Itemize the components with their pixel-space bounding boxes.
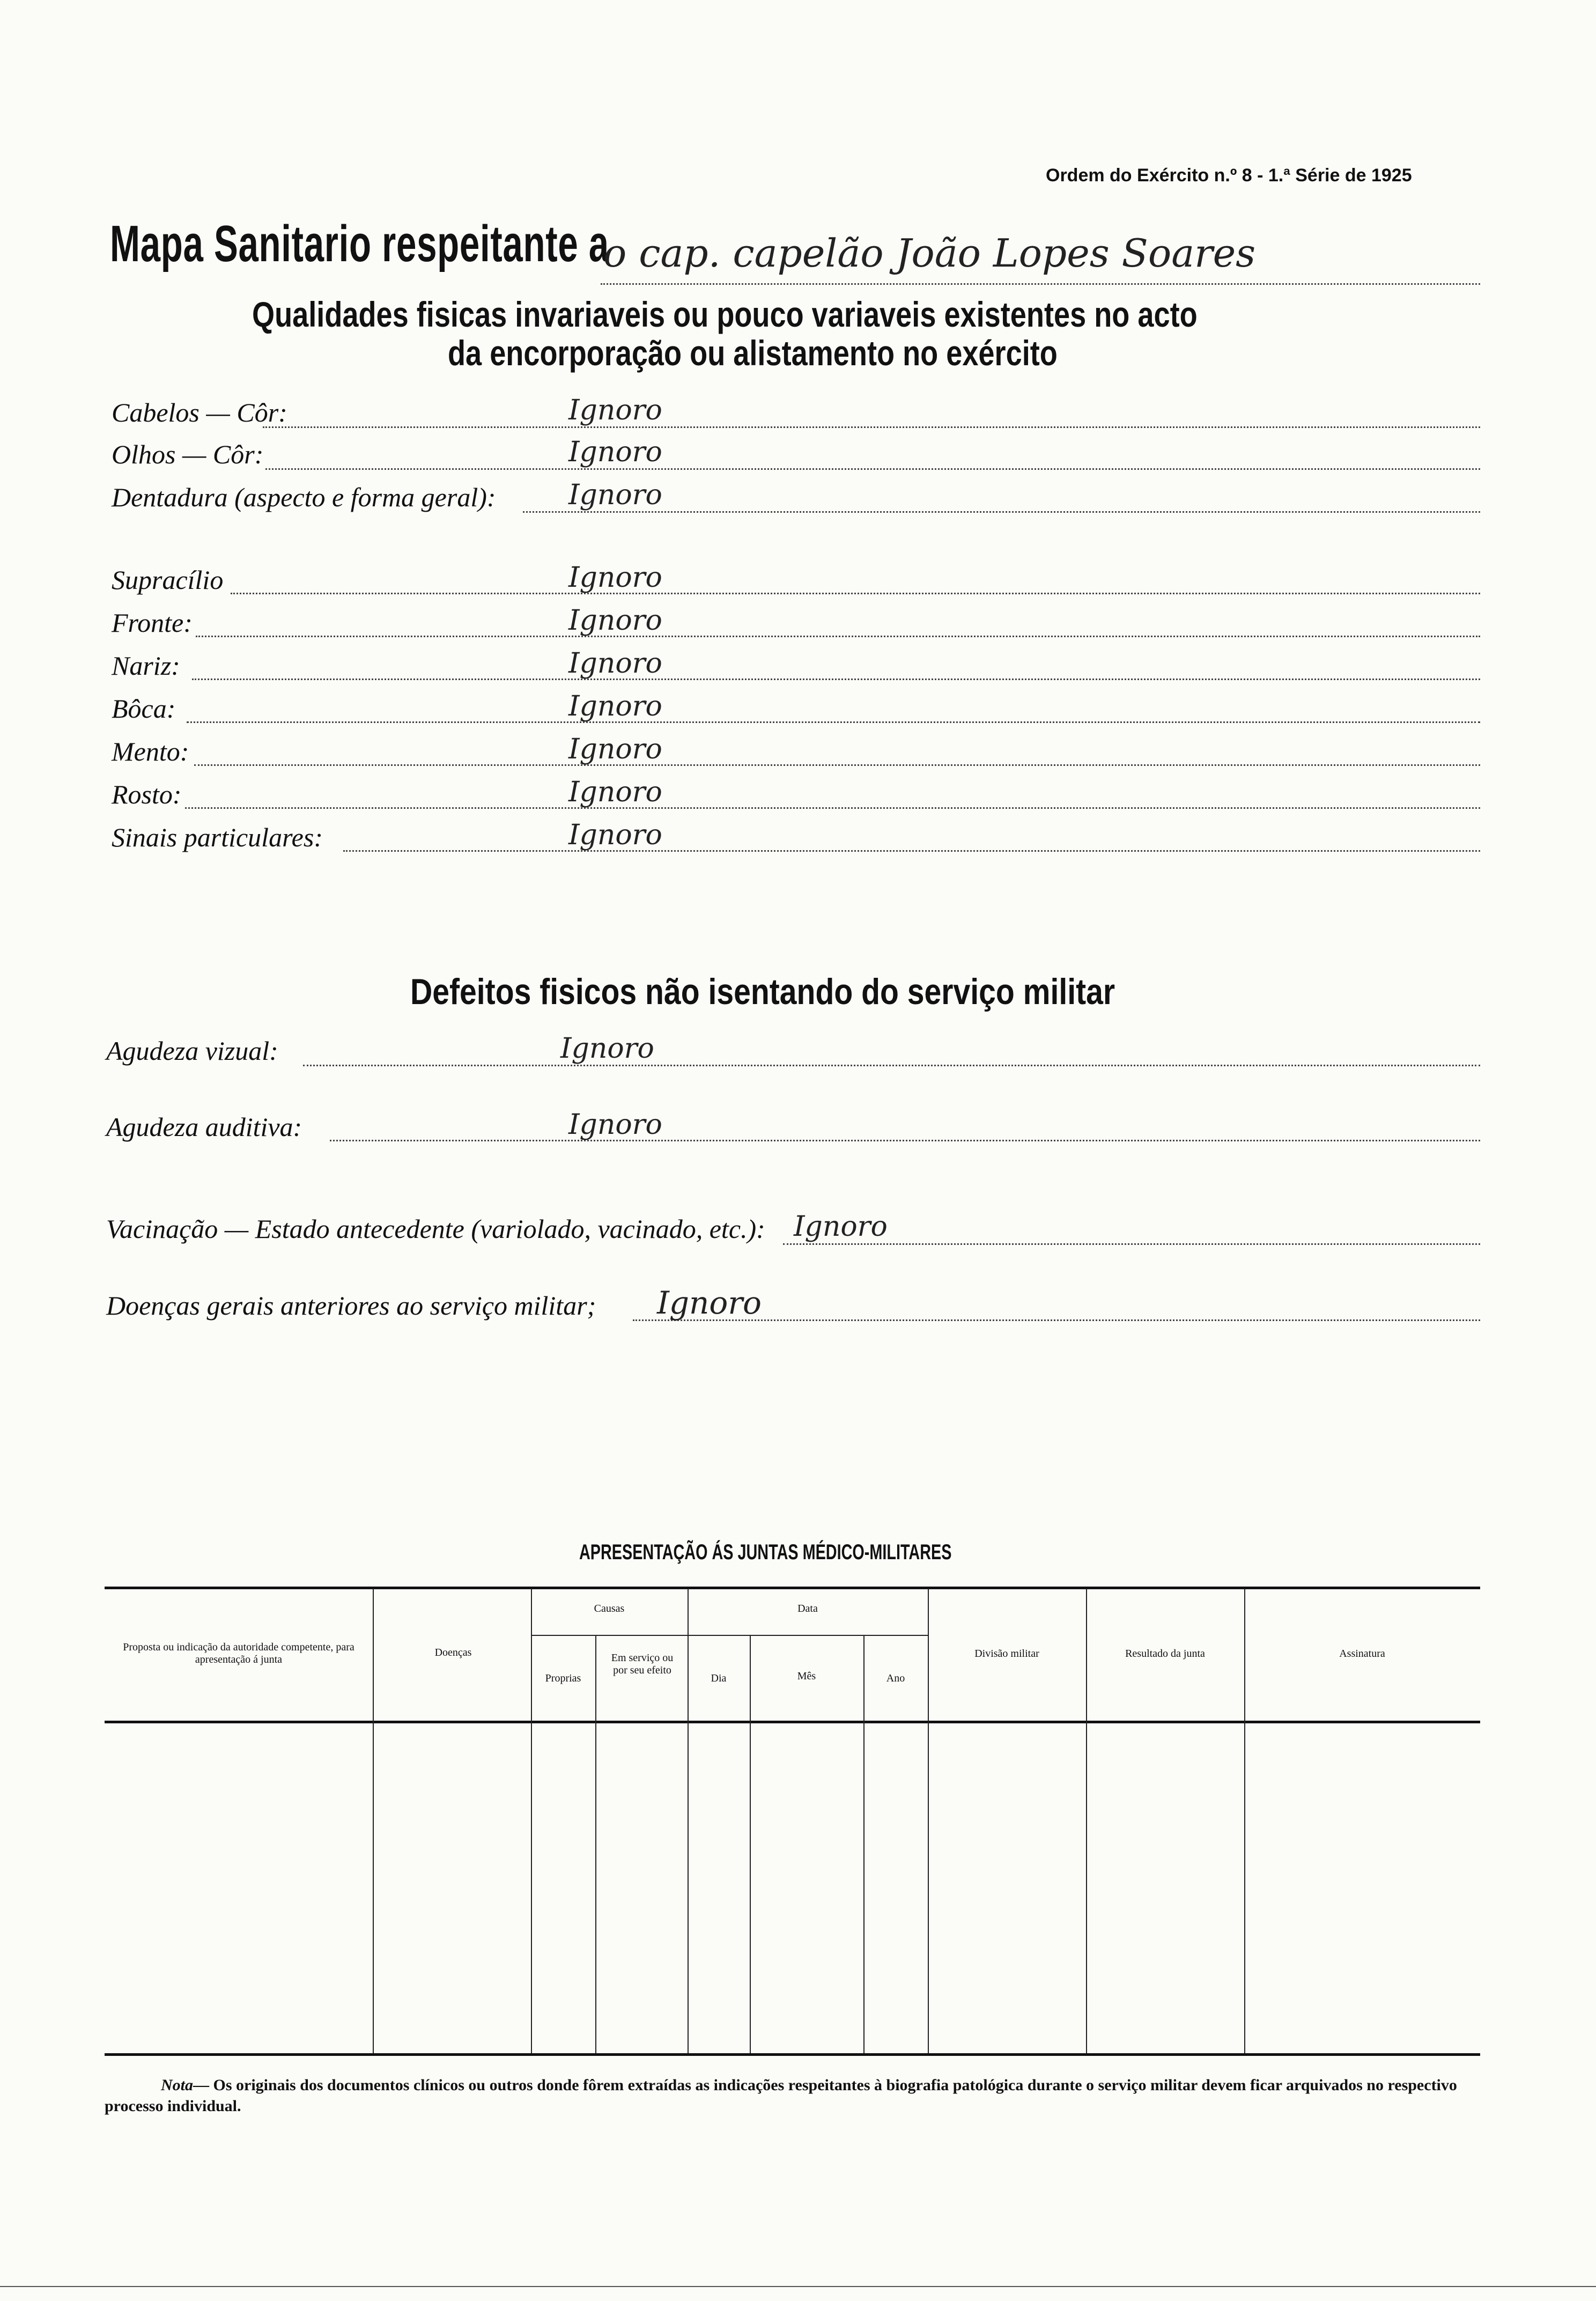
field-label-agudeza-auditiva: Agudeza auditiva: [106,1112,302,1142]
header-dia: Dia [711,1672,727,1684]
header-ano: Ano [886,1672,905,1684]
header-resultado: Resultado da junta [1125,1648,1205,1660]
field-line-dentadura [523,511,1480,513]
field-value-dentadura: Ignoro [568,479,662,511]
nota-label: Nota [161,2076,193,2094]
field-line-olhos [265,468,1480,470]
header-data: Data [797,1603,818,1614]
field-value-agudeza-vizual: Ignoro [560,1032,654,1065]
table-bottom-rule [105,2053,1480,2056]
col-divider [595,1636,596,2053]
field-label-dentadura: Dentadura (aspecto e forma geral): [112,482,496,512]
table-top-rule [105,1587,1480,1589]
field-label-fronte: Fronte: [112,608,193,638]
field-value-supracilio: Ignoro [568,562,662,594]
field-line-agudeza-vizual [303,1065,1480,1066]
field-line-nariz [192,678,1480,680]
field-value-sinais: Ignoro [568,819,662,851]
section2-heading: Defeitos fisicos não isentando do serviço militar [410,971,1115,1012]
table-title: APRESENTAÇÃO ÁS JUNTAS MÉDICO-MILITARES [579,1540,952,1564]
field-line-mento [194,764,1480,766]
field-label-supracilio: Supracílio [112,565,224,595]
field-label-mento: Mento: [112,736,189,766]
field-value-agudeza-auditiva: Ignoro [568,1109,662,1141]
order-reference: Ordem do Exército n.º 8 - 1.ª Série de 1925 [1046,165,1412,186]
field-label-vacinacao: Vacinação — Estado antecedente (variolado, vacinado, etc.): [106,1214,765,1244]
section1-heading-line1: Qualidades fisicas invariaveis ou pouco variaveis existentes no acto [252,294,1198,334]
col-divider [373,1589,374,2053]
subject-name-handwritten: o cap. capelão João Lopes Soares [603,231,1256,276]
header-doencas: Doenças [434,1647,472,1658]
field-label-boca: Bôca: [112,694,176,724]
field-line-rosto [185,807,1480,809]
field-label-nariz: Nariz: [112,651,180,681]
page-bottom-rule [0,2286,1596,2287]
field-label-agudeza-vizual: Agudeza vizual: [106,1036,278,1066]
field-value-nariz: Ignoro [568,647,662,680]
field-value-boca: Ignoro [568,690,662,722]
nota [105,2075,1480,2116]
section1-heading-line2: da encorporação ou alistamento no exército [448,333,1058,373]
field-value-doencas-gerais: Ignoro [657,1285,762,1321]
field-value-mento: Ignoro [568,733,662,765]
field-label-doencas-gerais: Doenças gerais anteriores ao serviço militar; [106,1290,596,1321]
table-header-rule [105,1721,1480,1723]
col-divider [531,1589,532,2053]
field-value-rosto: Ignoro [568,776,662,808]
header-proprias: Proprias [545,1672,581,1684]
document-title: Mapa Sanitario respeitante a [110,215,609,272]
field-value-vacinacao: Ignoro [794,1211,888,1243]
col-divider [750,1636,751,2053]
field-line-supracilio [231,593,1480,594]
header-proposta: Proposta ou indicação da autoridade competente, para apresentação á junta [123,1641,354,1665]
field-label-sinais: Sinais particulares: [112,822,323,852]
field-line-sinais [343,850,1480,852]
field-value-cabelos: Ignoro [568,394,662,426]
header-em-servico: Em serviço ou por seu efeito [611,1652,674,1676]
col-divider [688,1589,689,2053]
header-divisao: Divisão militar [974,1648,1039,1660]
field-label-cabelos: Cabelos — Côr: [112,397,287,427]
field-line-agudeza-auditiva [330,1140,1480,1141]
header-causas: Causas [594,1603,625,1614]
nota-text: — Os originais dos documentos clínicos ou outros donde fôrem extraídas as indicações respeitantes à biografia patológica durante o serviço militar devem ficar arquivados no respectivo processo individual. [105,2076,1457,2115]
causas-subrule [531,1635,688,1636]
field-line-cabelos [263,426,1480,428]
field-line-vacinacao [783,1243,1480,1245]
field-line-fronte [196,636,1480,637]
field-label-olhos: Olhos — Côr: [112,439,264,469]
header-assinatura: Assinatura [1339,1648,1385,1660]
field-label-rosto: Rosto: [112,779,182,809]
field-value-fronte: Ignoro [568,604,662,637]
title-dotted-line [601,283,1480,285]
field-value-olhos: Ignoro [568,436,662,468]
col-divider [863,1636,864,2053]
data-subrule [688,1635,928,1636]
field-line-boca [187,721,1480,723]
header-mes: Mês [797,1670,816,1682]
